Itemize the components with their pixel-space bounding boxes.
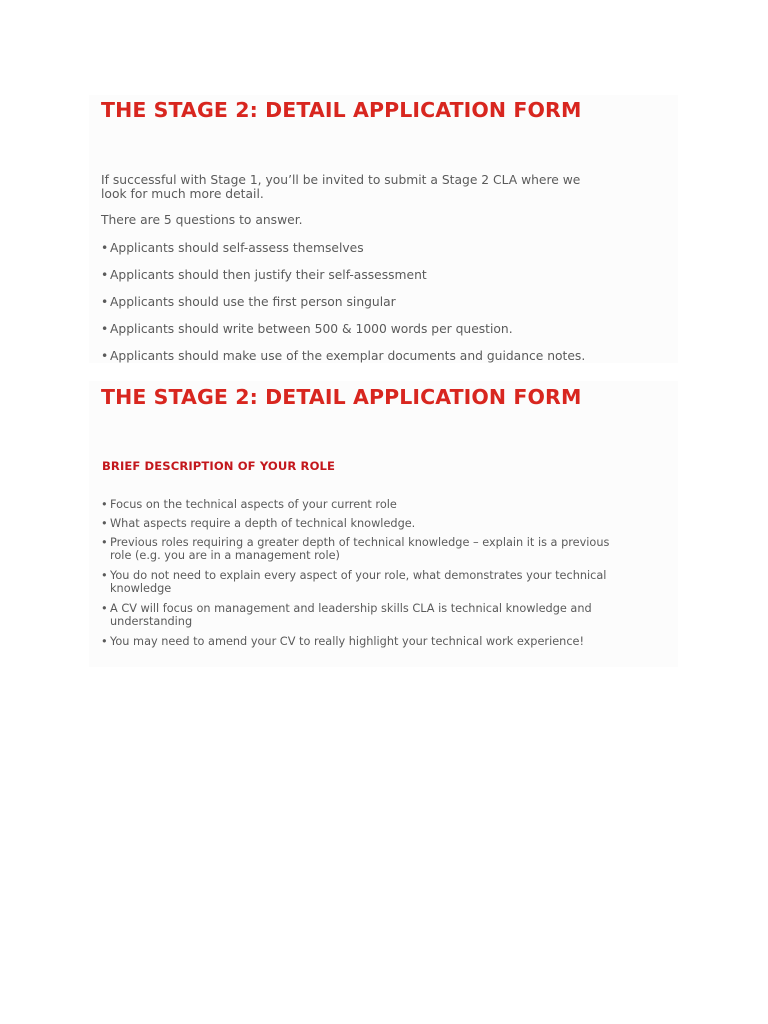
list-item: • A CV will focus on management and leadership skills CLA is technical knowledge and understanding [101, 602, 592, 628]
bullet-icon: • [101, 349, 109, 363]
question-count-text: There are 5 questions to answer. [101, 213, 303, 227]
list-item: • You may need to amend your CV to really highlight your technical work experience! [101, 635, 585, 648]
list-item: • Applicants should use the first person singular [101, 295, 585, 322]
list-item: • Focus on the technical aspects of your current role [101, 498, 397, 511]
bullet-icon: • [101, 322, 109, 336]
slide-title: THE STAGE 2: DETAIL APPLICATION FORM [101, 385, 582, 409]
bullet-icon: • [101, 241, 109, 255]
bullet-icon: • [101, 295, 109, 309]
list-item: • Previous roles requiring a greater depth of technical knowledge – explain it is a previous role (e.g. you are in a management role) [101, 536, 610, 562]
bullet-icon: • [101, 569, 108, 582]
list-item: • Applicants should self-assess themselves [101, 241, 585, 268]
slide-stage2-intro [89, 95, 678, 363]
bullet-icon: • [101, 268, 109, 282]
bullet-icon: • [101, 517, 108, 530]
role-guidance-list [101, 498, 621, 655]
bullet-icon: • [101, 635, 108, 648]
section-heading: BRIEF DESCRIPTION OF YOUR ROLE [102, 459, 336, 473]
list-item: • What aspects require a depth of technical knowledge. [101, 517, 416, 530]
intro-paragraph: If successful with Stage 1, you’ll be invited to submit a Stage 2 CLA where we look for much more detail. [101, 173, 581, 201]
list-item: • You do not need to explain every aspect of your role, what demonstrates your technical knowledge [101, 569, 607, 595]
list-item: • Applicants should write between 500 & 1000 words per question. [101, 322, 585, 349]
slide-title: THE STAGE 2: DETAIL APPLICATION FORM [101, 98, 582, 122]
bullet-icon: • [101, 536, 108, 549]
slide-role-description [89, 381, 678, 667]
list-item: • Applicants should then justify their self-assessment [101, 268, 585, 295]
bullet-icon: • [101, 602, 108, 615]
bullet-icon: • [101, 498, 108, 511]
list-item: • Applicants should make use of the exemplar documents and guidance notes. [101, 349, 585, 376]
applicant-guidance-list [101, 241, 585, 376]
